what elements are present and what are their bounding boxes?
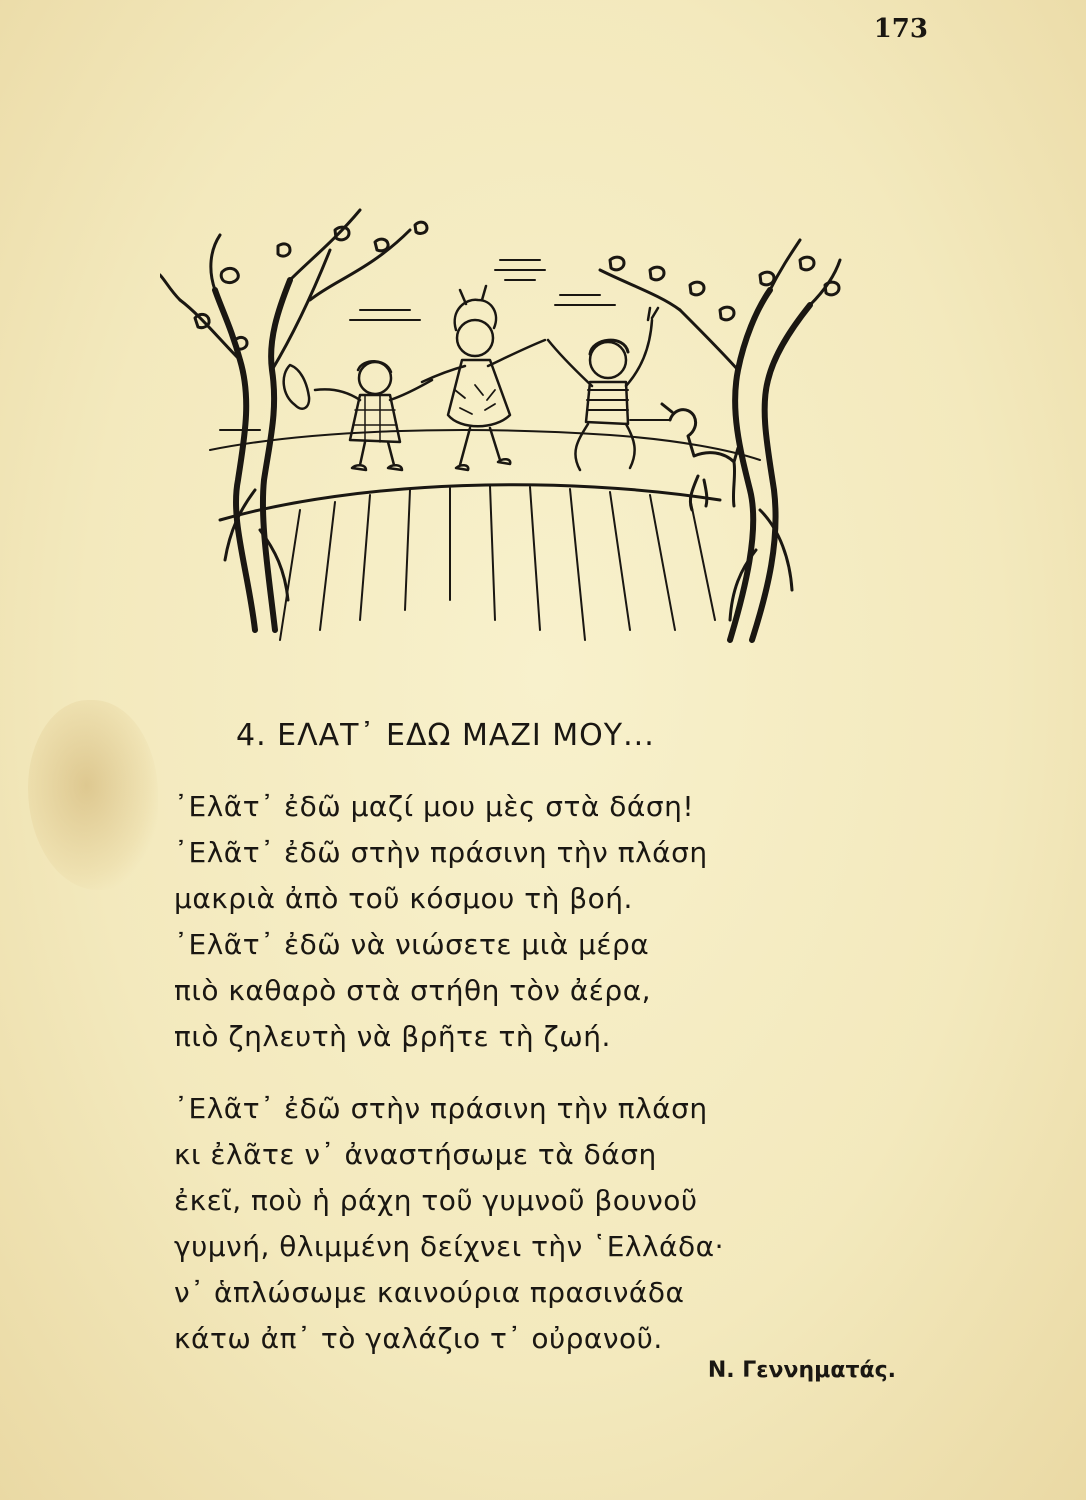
poem-title: 4. ΕΛΑΤ᾽ ΕΔΩ ΜΑΖΙ ΜΟΥ... <box>236 718 655 753</box>
poem-line: μακριὰ ἀπὸ τοῦ κόσμου τὴ βοή. <box>174 882 633 915</box>
poem-line: πιὸ καθαρὸ στὰ στήθη τὸν ἀέρα, <box>174 974 652 1007</box>
page-number: 173 <box>873 14 928 44</box>
poem-line: ν᾽ ἁπλώσωμε καινούρια πρασινάδα <box>174 1276 685 1309</box>
poem-line: κι ἐλᾶτε ν᾽ ἀναστήσωμε τὰ δάση <box>174 1138 657 1171</box>
poem-line: ᾽Ελᾶτ᾽ ἐδῶ νὰ νιώσετε μιὰ μέρα <box>174 928 650 961</box>
poem-stanza-1 <box>174 784 708 1060</box>
poem-stanza-2 <box>174 1086 724 1362</box>
children-dancing-between-trees-icon <box>160 190 850 650</box>
paper-stain <box>28 700 158 890</box>
poem-line: ᾽Ελᾶτ᾽ ἐδῶ μαζί μου μὲς στὰ δάση! <box>174 790 695 823</box>
poem-author: Ν. Γεννηματάς. <box>707 1358 896 1383</box>
poem-line: πιὸ ζηλευτὴ νὰ βρῆτε τὴ ζωή. <box>174 1020 611 1053</box>
poem-line: ᾽Ελᾶτ᾽ ἐδῶ στὴν πράσινη τὴν πλάση <box>174 836 708 869</box>
poem-line: κάτω ἀπ᾽ τὸ γαλάζιο τ᾽ οὐρανοῦ. <box>174 1322 663 1355</box>
poem-line: ᾽Ελᾶτ᾽ ἐδῶ στὴν πράσινη τὴν πλάση <box>174 1092 708 1125</box>
poem-line: ἐκεῖ, ποὺ ἡ ράχη τοῦ γυμνοῦ βουνοῦ <box>174 1184 698 1217</box>
poem-line: γυμνή, θλιμμένη δείχνει τὴν ῾Ελλάδα· <box>174 1230 724 1263</box>
